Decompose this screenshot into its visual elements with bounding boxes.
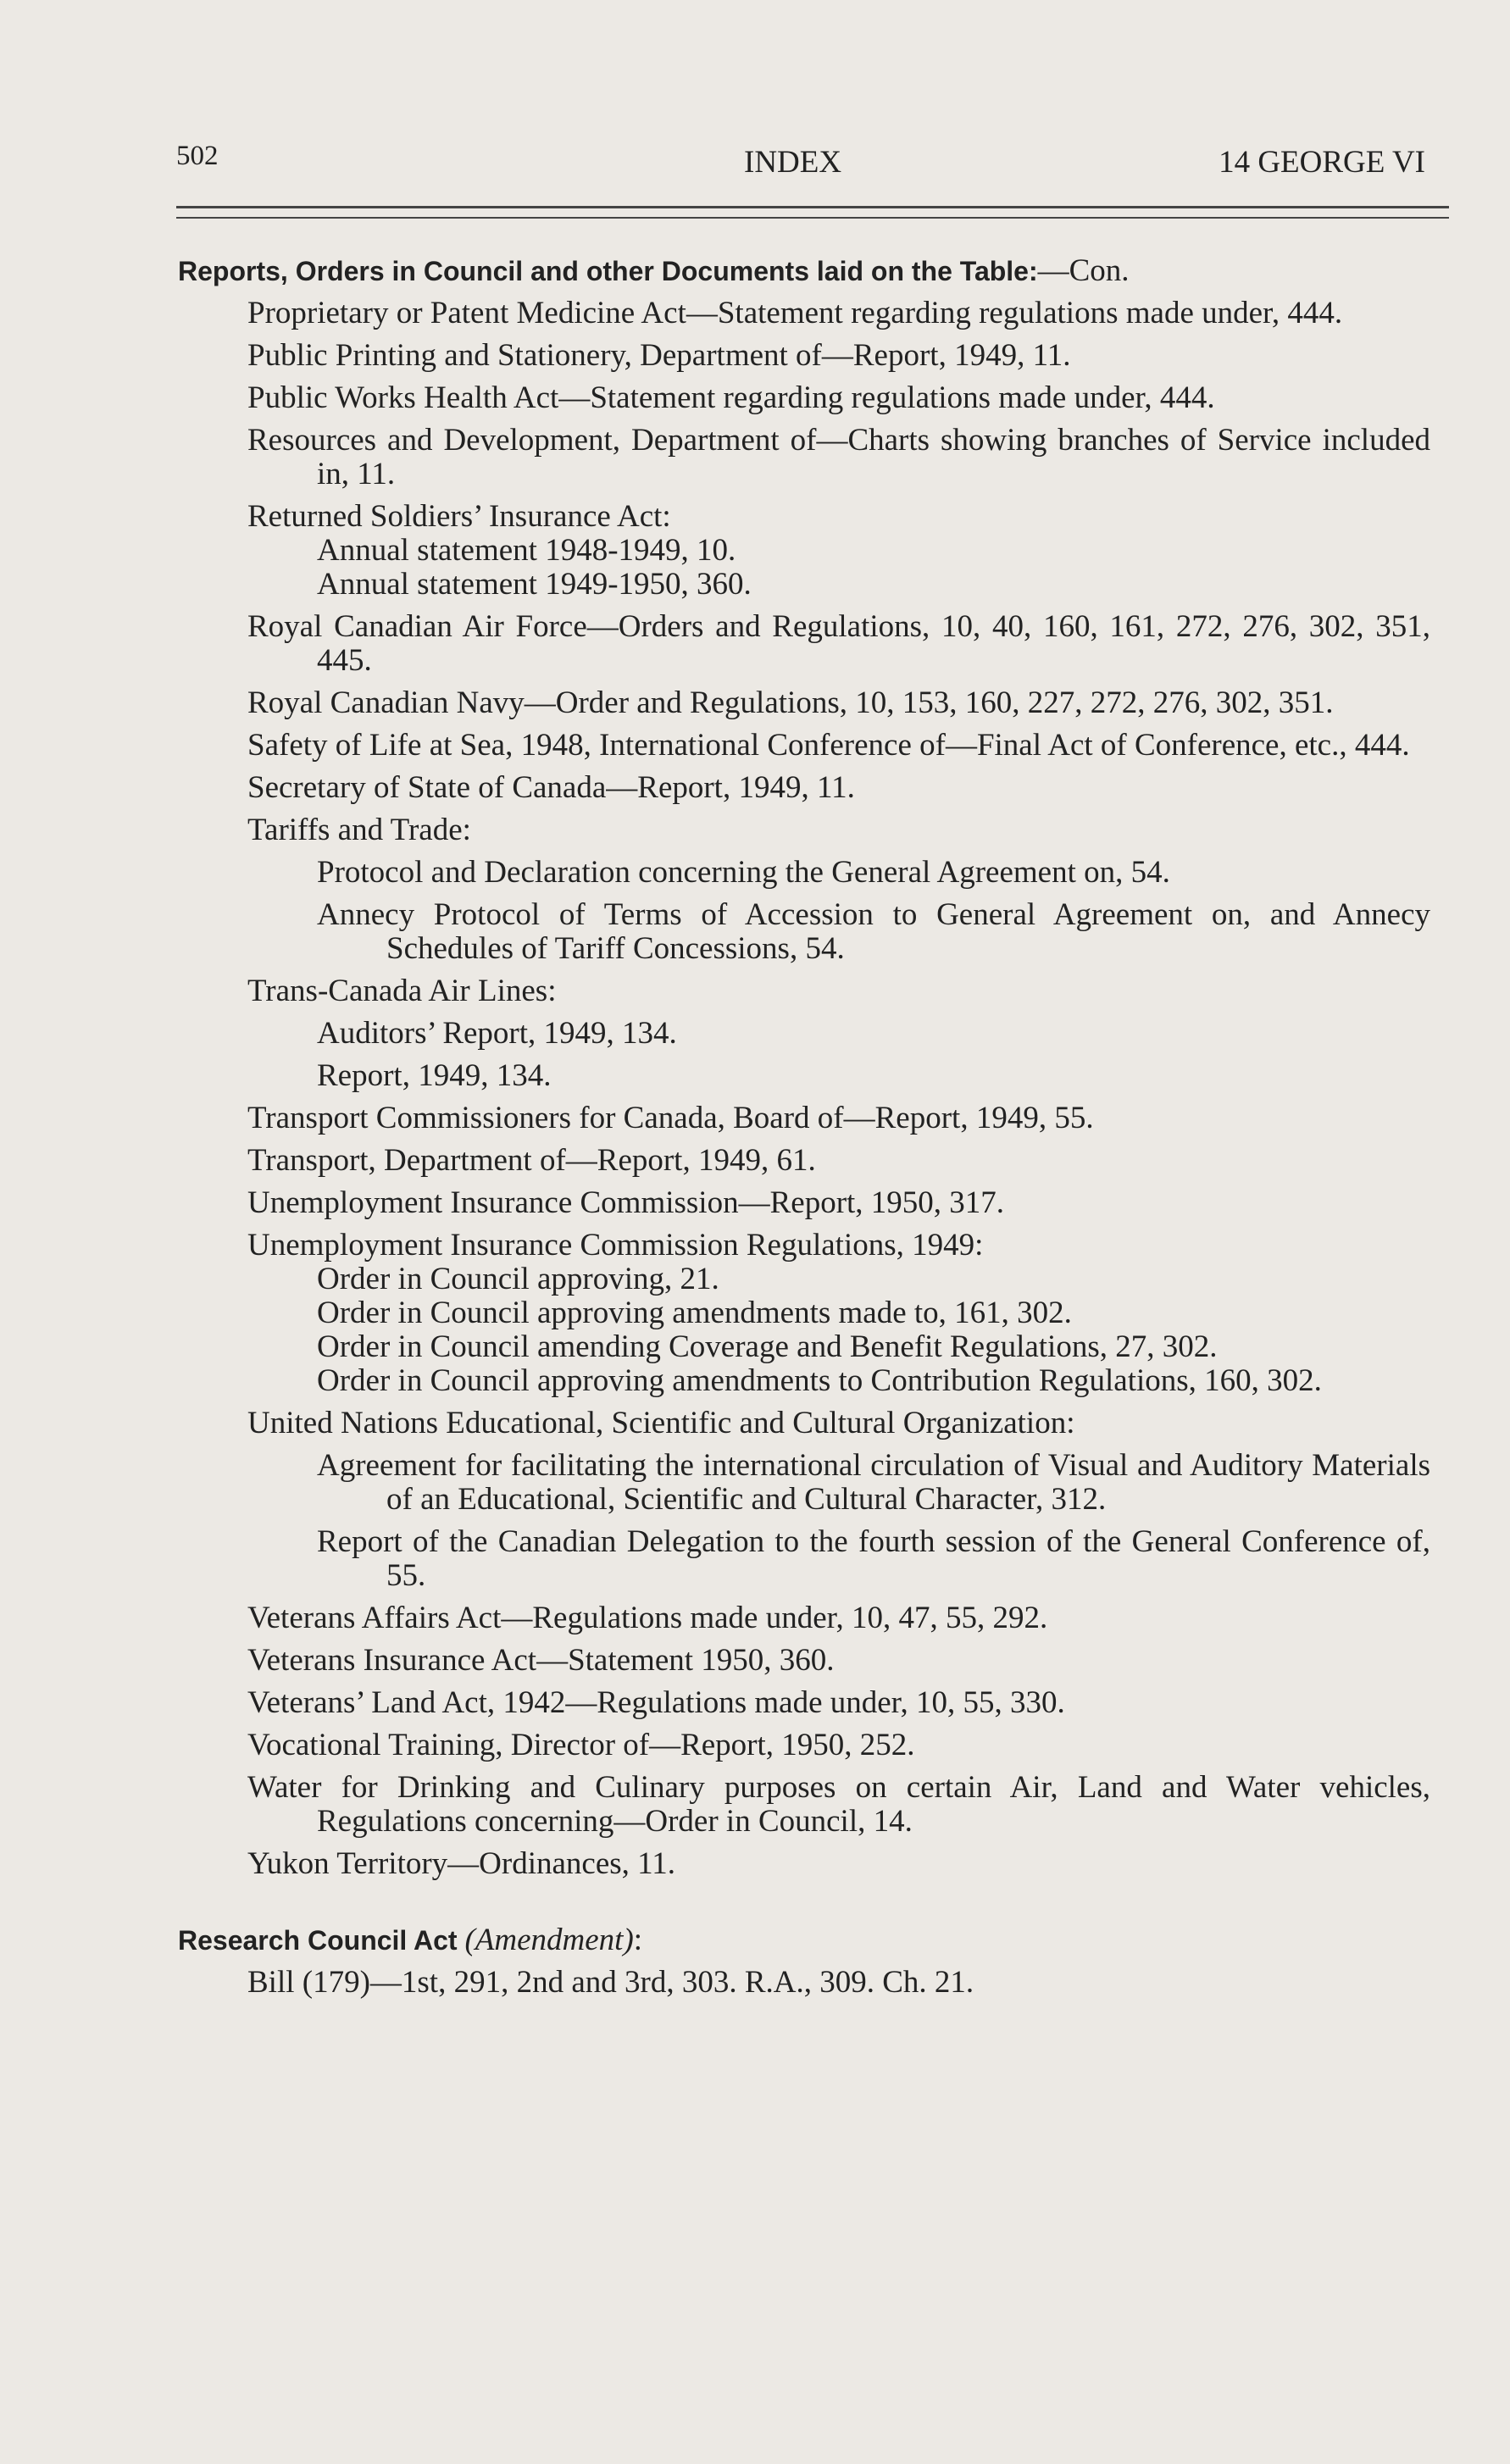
index-entry: United Nations Educational, Scientific and Cultural Organization:: [247, 1406, 1075, 1440]
session-label: 14 GEORGE VI: [1219, 145, 1425, 180]
index-entry: Trans-Canada Air Lines:: [247, 974, 557, 1008]
index-subentry: Order in Council approving amendments to Contribution Regulations, 160, 302.: [317, 1363, 1322, 1398]
section-heading-text: Research Council Act: [178, 1925, 458, 1956]
index-entry: Transport, Department of—Report, 1949, 61.: [247, 1143, 816, 1178]
index-entry: Public Works Health Act—Statement regarding regulations made under, 444.: [247, 380, 1215, 415]
index-subentry: Annecy Protocol of Terms of Accession to General Agreement on, and Annecy Schedules of Tariff Concessions, 54.: [317, 897, 1430, 966]
index-subentry: Auditors’ Report, 1949, 134.: [317, 1016, 677, 1051]
index-entry: Veterans Affairs Act—Regulations made under, 10, 47, 55, 292.: [247, 1601, 1048, 1635]
header-rule: [176, 217, 1449, 219]
page-number: 502: [176, 141, 219, 171]
index-entry: Proprietary or Patent Medicine Act—Statement regarding regulations made under, 444.: [247, 296, 1343, 330]
index-content: [178, 254, 1430, 2000]
index-entry: Returned Soldiers’ Insurance Act:: [247, 499, 671, 534]
index-entry: Bill (179)—1st, 291, 2nd and 3rd, 303. R.A., 309. Ch. 21.: [247, 1965, 974, 2000]
index-entry: Veterans Insurance Act—Statement 1950, 360.: [247, 1643, 835, 1678]
header-rule: [176, 206, 1449, 208]
index-entry: Unemployment Insurance Commission Regulations, 1949:: [247, 1228, 984, 1263]
index-subentry: Order in Council approving, 21.: [317, 1262, 719, 1296]
index-entry: Vocational Training, Director of—Report, 1950, 252.: [247, 1728, 915, 1762]
running-title: INDEX: [744, 145, 842, 180]
index-subentry: Protocol and Declaration concerning the General Agreement on, 54.: [317, 855, 1170, 890]
index-entry: Royal Canadian Navy—Order and Regulations, 10, 153, 160, 227, 272, 276, 302, 351.: [247, 685, 1334, 720]
index-entry: Tariffs and Trade:: [247, 813, 471, 847]
continued-marker: —Con.: [1037, 253, 1130, 288]
index-subentry: Report, 1949, 134.: [317, 1058, 552, 1093]
section-heading: [178, 1923, 1430, 1957]
index-subentry: Order in Council amending Coverage and Benefit Regulations, 27, 302.: [317, 1329, 1218, 1364]
index-entry: Water for Drinking and Culinary purposes on certain Air, Land and Water vehicles, Regulations concerning—Order in Council, 14.: [247, 1770, 1430, 1839]
index-entry: Veterans’ Land Act, 1942—Regulations made under, 10, 55, 330.: [247, 1685, 1065, 1720]
section-heading-colon: :: [633, 1923, 643, 1957]
index-subentry: Annual statement 1949-1950, 360.: [317, 567, 752, 602]
section-heading-text: Reports, Orders in Council and other Documents laid on the Table:: [178, 256, 1038, 286]
index-entry: Yukon Territory—Ordinances, 11.: [247, 1846, 676, 1881]
section-heading: [178, 254, 1430, 288]
section-heading-qualifier: (Amendment): [464, 1923, 634, 1957]
index-subentry: Order in Council approving amendments made to, 161, 302.: [317, 1296, 1072, 1330]
index-entry: Public Printing and Stationery, Department of—Report, 1949, 11.: [247, 338, 1071, 373]
index-entry: Transport Commissioners for Canada, Board of—Report, 1949, 55.: [247, 1101, 1094, 1135]
index-subentry: Report of the Canadian Delegation to the fourth session of the General Conference of, 55.: [317, 1524, 1430, 1593]
index-entry: Resources and Development, Department of—Charts showing branches of Service included in, 11.: [247, 423, 1430, 491]
index-subentry: Agreement for facilitating the international circulation of Visual and Auditory Materials of an Educational, Scientific and Cultural Character, 312.: [317, 1448, 1430, 1517]
index-entry: Safety of Life at Sea, 1948, International Conference of—Final Act of Conference, etc., 444.: [247, 728, 1410, 763]
index-entry: Royal Canadian Air Force—Orders and Regulations, 10, 40, 160, 161, 272, 276, 302, 351, 445.: [247, 609, 1430, 678]
index-entry: Unemployment Insurance Commission—Report, 1950, 317.: [247, 1185, 1005, 1220]
index-entry: Secretary of State of Canada—Report, 1949, 11.: [247, 770, 855, 805]
index-subentry: Annual statement 1948-1949, 10.: [317, 533, 736, 568]
